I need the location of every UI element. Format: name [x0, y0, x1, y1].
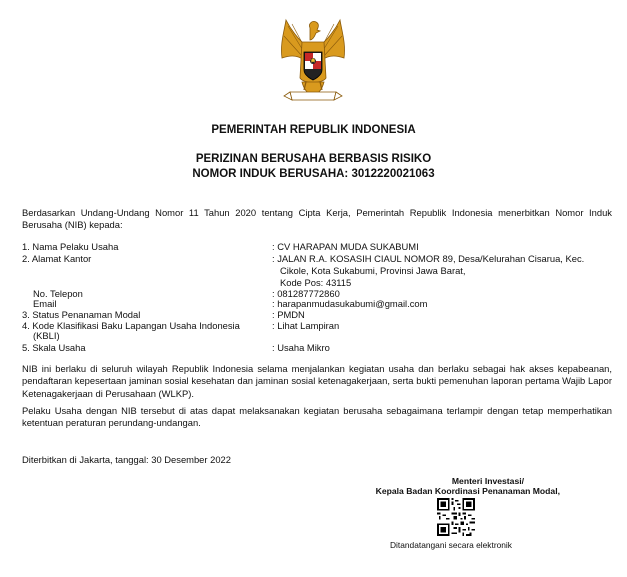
office-address-label: 2. Alamat Kantor: [22, 253, 92, 264]
business-scale-label: 5. Skala Usaha: [22, 342, 86, 353]
phone-label: No. Telepon: [33, 288, 83, 299]
issued-date: Diterbitkan di Jakarta, tanggal: 30 Desember 2022: [22, 454, 231, 465]
kbli-label-line2: (KBLI): [33, 330, 60, 341]
business-name-value: : CV HARAPAN MUDA SUKABUMI: [272, 241, 419, 252]
business-scale-value: : Usaha Mikro: [272, 342, 330, 353]
business-permission-paragraph: Pelaku Usaha dengan NIB tersebut di atas dapat melaksanakan kegiatan berusaha sebagaimana terlampir dengan tetap memperhatikan ketentuan peraturan perundang-undangan.: [22, 405, 612, 429]
email-label: Email: [33, 298, 57, 309]
intro-paragraph: Berdasarkan Undang-Undang Nomor 11 Tahun 2020 tentang Cipta Kerja, Pemerintah Republik Indonesia menerbitkan Nomor Induk Berusaha (NIB) kepada:: [22, 207, 612, 231]
office-address-value-line2: Cikole, Kota Sukabumi, Provinsi Jawa Barat,: [280, 265, 466, 276]
nib-number: NOMOR INDUK BERUSAHA: 3012220021063: [192, 168, 435, 180]
qr-code-icon: [437, 498, 475, 536]
signatory-title-line2: Kepala Badan Koordinasi Penanaman Modal,: [375, 486, 560, 496]
email-value: : harapanmudasukabumi@gmail.com: [272, 298, 428, 309]
government-heading: PEMERINTAH REPUBLIK INDONESIA: [211, 124, 416, 136]
kbli-label: 4. Kode Klasifikasi Baku Lapangan Usaha Indonesia: [22, 320, 240, 331]
office-address-value: : JALAN R.A. KOSASIH CIAUL NOMOR 89, Desa/Kelurahan Cisarua, Kec.: [272, 253, 585, 264]
kbli-value: : Lihat Lampiran: [272, 320, 340, 331]
investment-status-label: 3. Status Penanaman Modal: [22, 309, 141, 320]
nib-validity-paragraph: NIB ini berlaku di seluruh wilayah Republik Indonesia selama menjalankan kegiatan usaha dan berlaku sebagai hak akses kepabeanan, pendaftaran kepesertaan jaminan sosial kesehatan dan jaminan sosial ketenagakerjaan, serta bukti pemenuhan laporan pertama Wajib Lapor Ketenagakerjaan di Perusahaan (WLKP).: [22, 363, 612, 399]
business-name-label: 1. Nama Pelaku Usaha: [22, 241, 119, 252]
phone-value: : 081287772860: [272, 288, 340, 299]
signatory-title-line1: Menteri Investasi/: [451, 476, 524, 486]
electronic-signature-note: Ditandatangani secara elektronik: [390, 540, 512, 550]
garuda-pancasila-icon: [274, 18, 352, 104]
office-address-value-line3: Kode Pos: 43115: [280, 277, 352, 288]
investment-status-value: : PMDN: [272, 309, 305, 320]
permit-title: PERIZINAN BERUSAHA BERBASIS RISIKO: [195, 153, 432, 165]
